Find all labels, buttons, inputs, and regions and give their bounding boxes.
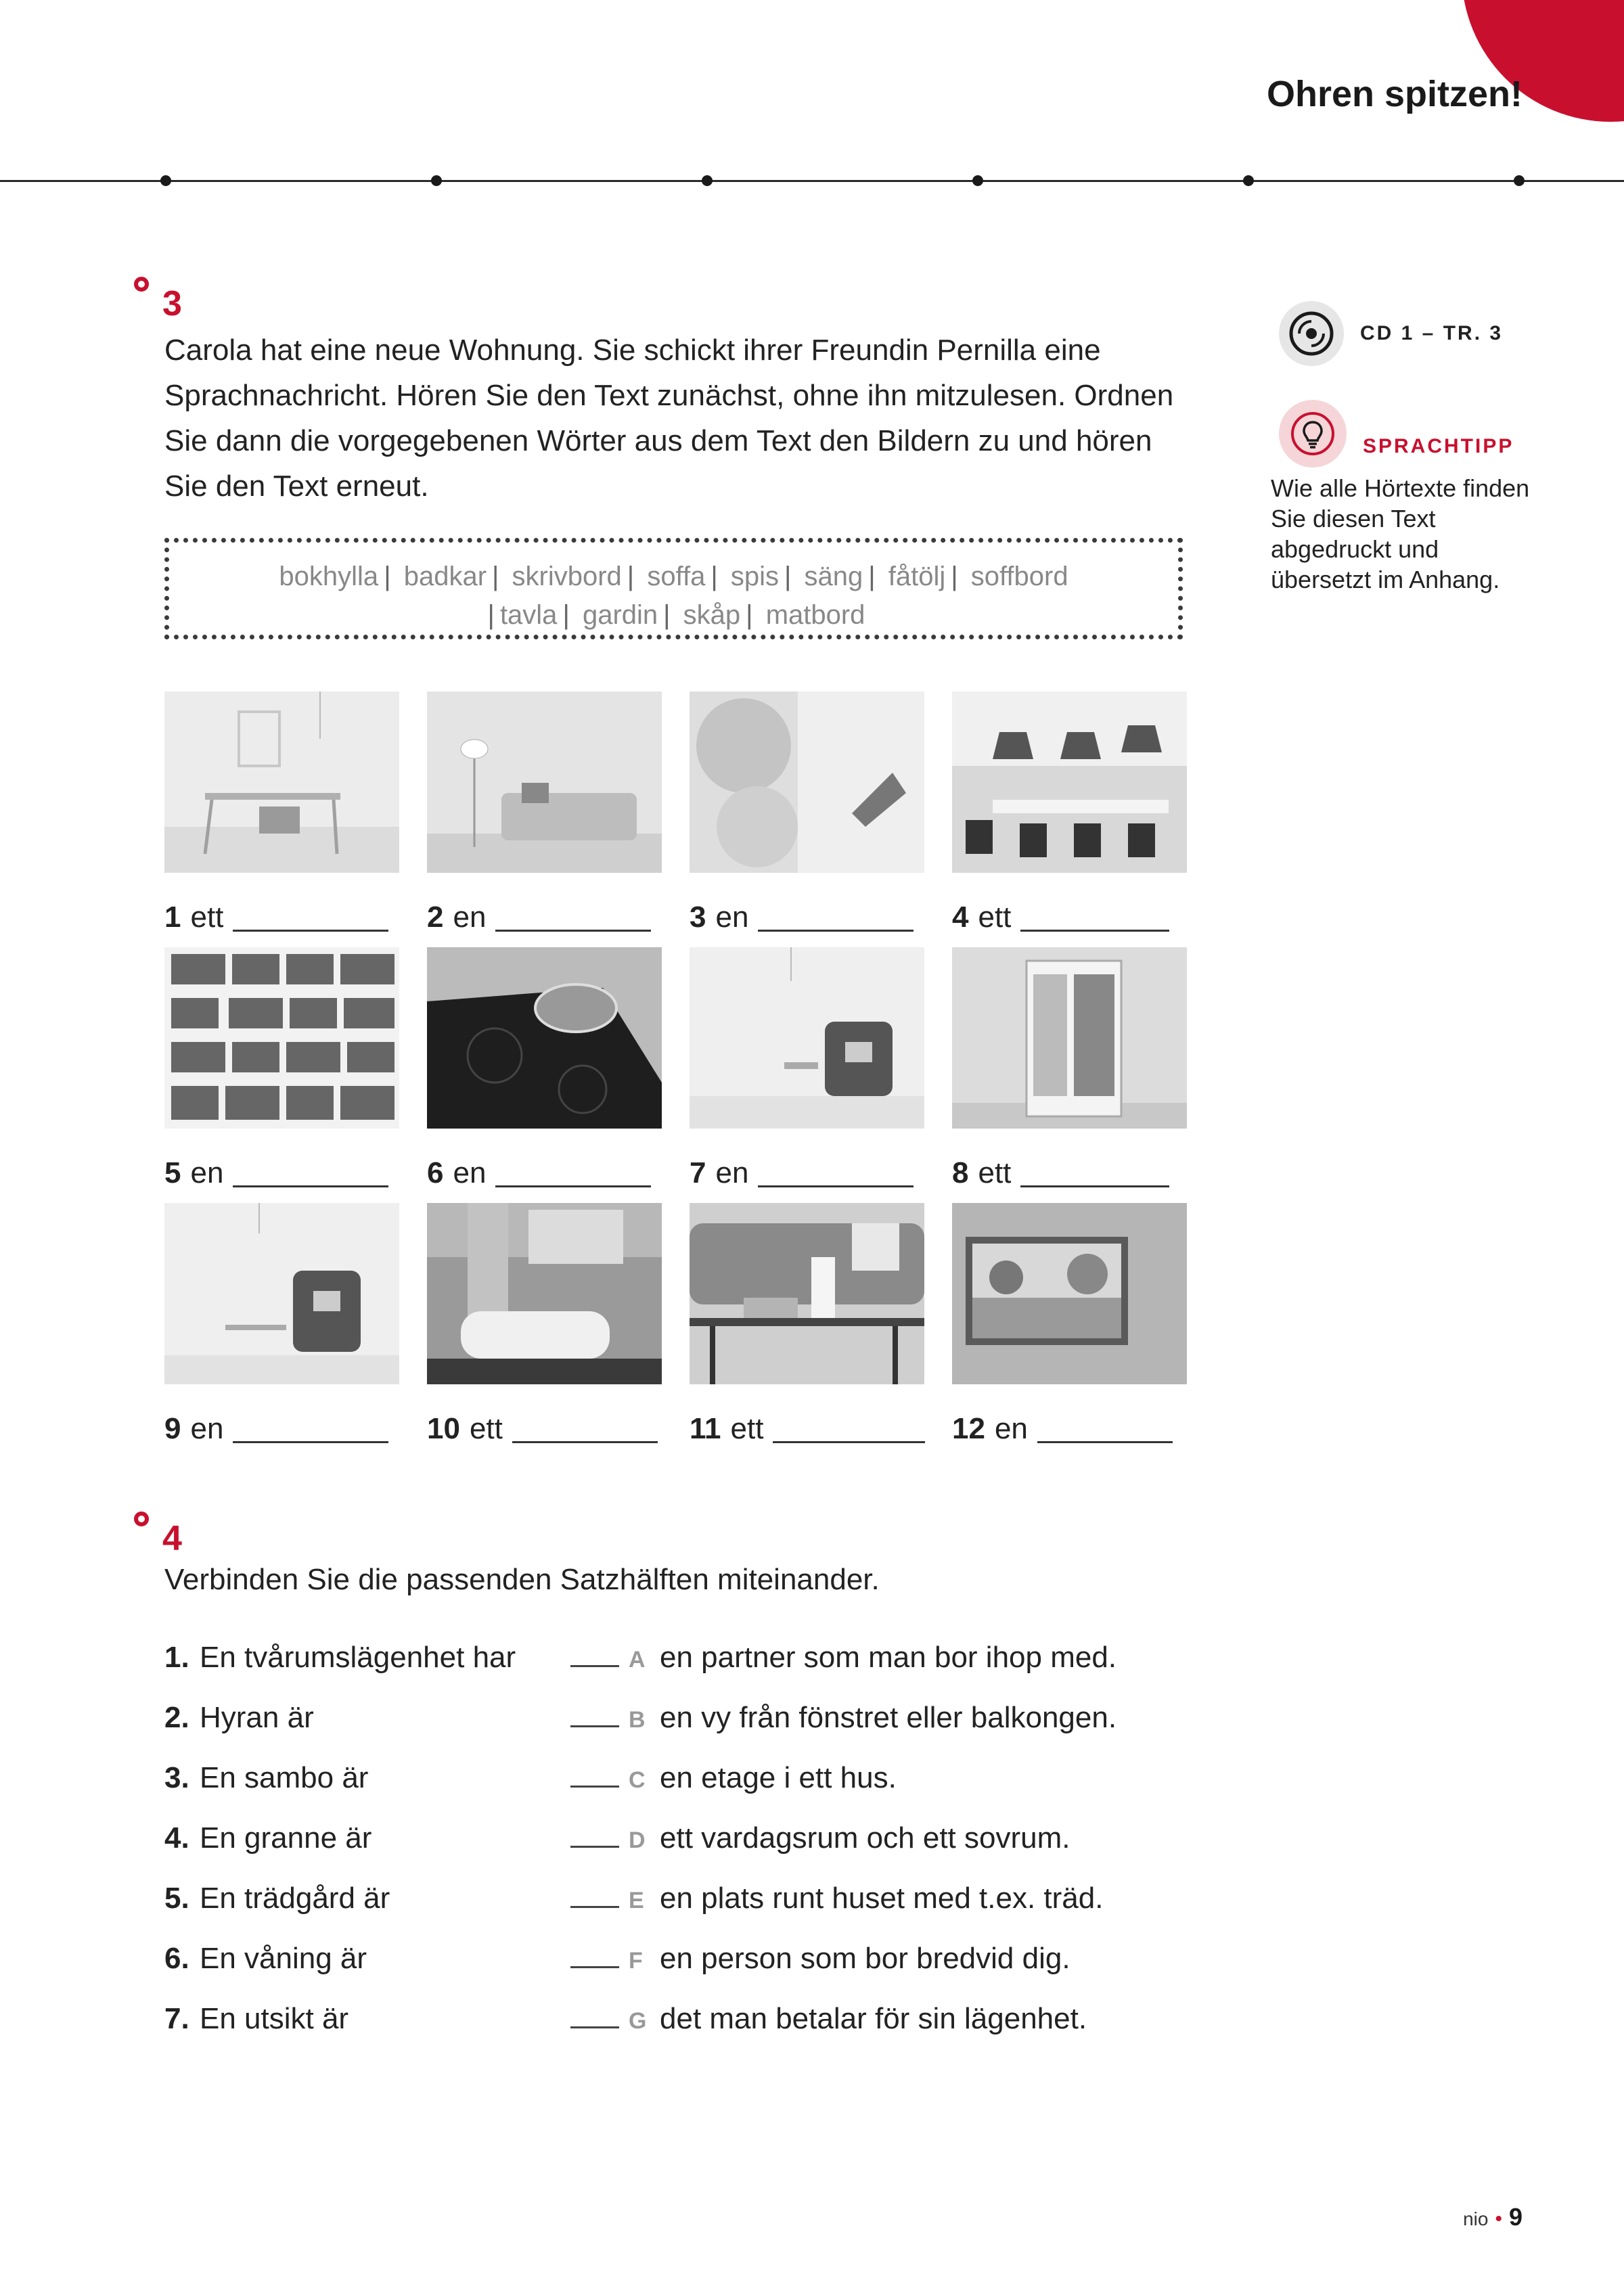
answer-blank[interactable] bbox=[758, 930, 914, 932]
word-bank-item: soffbord bbox=[970, 562, 1068, 591]
exercise-bullet-icon bbox=[134, 1512, 149, 1526]
sentence-start-1: 1. En tvårumslägenhet har bbox=[164, 1641, 516, 1674]
stove-photo bbox=[427, 947, 662, 1129]
answer-row-9: 9 en bbox=[164, 1412, 388, 1446]
sentence-end-c: C en etage i ett hus. bbox=[570, 1761, 897, 1795]
word-bank-item: tavla bbox=[499, 600, 558, 630]
sentence-end-a: A en partner som man bor ihop med. bbox=[570, 1641, 1116, 1675]
sentence-end-f: F en person som bor bredvid dig. bbox=[570, 1942, 1070, 1976]
page-number: 9 bbox=[1508, 2203, 1522, 2231]
cd-track-info bbox=[1279, 301, 1563, 366]
answer-blank[interactable] bbox=[773, 1441, 925, 1443]
match-blank[interactable] bbox=[570, 1786, 619, 1788]
answer-row-11: 11 ett bbox=[690, 1412, 925, 1446]
word-bank: bokhylla | badkar | skrivbord | soffa | spis | säng | fåtölj | soffbord | tavla | gardin | skåp | matbord bbox=[164, 538, 1183, 639]
armchair-photo bbox=[164, 1203, 399, 1384]
word-bank-item: gardin bbox=[582, 600, 658, 630]
match-blank[interactable] bbox=[570, 1906, 619, 1908]
answer-row-3: 3 en bbox=[690, 901, 914, 934]
header-rule bbox=[0, 180, 1624, 182]
desk-photo bbox=[164, 691, 399, 873]
exercise-3-instructions: Carola hat eine neue Wohnung. Sie schickt ihrer Freundin Pernilla eine Sprachnachricht. Hören Sie den Text zunächst, ohne ihn mitzulesen. Ordnen Sie dann die vorgegebenen Wörter aus dem Text den Bildern zu und hören Sie den Text erneut. bbox=[164, 334, 1174, 503]
sentence-end-b: B en vy från fönstret eller balkongen. bbox=[570, 1701, 1116, 1735]
answer-row-10: 10 ett bbox=[427, 1412, 658, 1446]
language-tip-header bbox=[1279, 400, 1563, 468]
answer-row-1: 1 ett bbox=[164, 901, 388, 934]
cd-audio-icon[interactable] bbox=[1279, 301, 1344, 366]
exercise-number: 3 bbox=[162, 284, 182, 323]
match-blank[interactable] bbox=[570, 1665, 619, 1667]
answer-blank[interactable] bbox=[495, 1185, 651, 1187]
match-blank[interactable] bbox=[570, 1846, 619, 1848]
exercise-4-marker bbox=[134, 1509, 182, 1556]
word-bank-item: spis bbox=[730, 562, 779, 591]
word-bank-item: badkar bbox=[403, 562, 487, 591]
word-bank-item: matbord bbox=[765, 600, 865, 630]
word-bank-item: fåtölj bbox=[888, 562, 946, 591]
exercise-number: 4 bbox=[162, 1519, 182, 1558]
sentence-start-7: 7. En utsikt är bbox=[164, 2002, 349, 2035]
word-bank-item: säng bbox=[804, 562, 863, 591]
rule-dot bbox=[1514, 175, 1525, 186]
answer-blank[interactable] bbox=[233, 930, 388, 932]
word-bank-item: bokhylla bbox=[279, 562, 379, 591]
cd-track-label: CD 1 – TR. 3 bbox=[1360, 322, 1504, 344]
sentence-start-5: 5. En trädgård är bbox=[164, 1882, 390, 1915]
answer-blank[interactable] bbox=[512, 1441, 658, 1443]
rule-dot bbox=[160, 175, 171, 186]
answer-blank[interactable] bbox=[233, 1185, 388, 1187]
section-title: Ohren spitzen! bbox=[1266, 74, 1522, 114]
wardrobe-photo bbox=[952, 947, 1187, 1129]
word-bank-item: skåp bbox=[683, 600, 741, 630]
page-footer bbox=[1463, 2203, 1522, 2231]
answer-blank[interactable] bbox=[495, 930, 651, 932]
living-room-photo bbox=[427, 691, 662, 873]
match-blank[interactable] bbox=[570, 1725, 619, 1727]
sentence-start-3: 3. En sambo är bbox=[164, 1761, 369, 1794]
answer-blank[interactable] bbox=[233, 1441, 388, 1443]
exercise-3-marker bbox=[134, 274, 182, 321]
match-blank[interactable] bbox=[570, 2026, 619, 2028]
sentence-end-e: E en plats runt huset med t.ex. träd. bbox=[570, 1882, 1103, 1915]
bullet-dot-icon: • bbox=[1495, 2208, 1502, 2230]
answer-row-5: 5 en bbox=[164, 1156, 388, 1190]
rule-dot bbox=[702, 175, 713, 186]
answer-row-6: 6 en bbox=[427, 1156, 651, 1190]
language-tip-label: SPRACHTIPP bbox=[1363, 435, 1514, 457]
exercise-bullet-icon bbox=[134, 277, 149, 292]
word-bank-item: soffa bbox=[647, 562, 706, 591]
answer-row-12: 12 en bbox=[952, 1412, 1173, 1446]
answer-blank[interactable] bbox=[1020, 930, 1169, 932]
bookshelf-photo bbox=[164, 947, 399, 1129]
bathtub-photo bbox=[427, 1203, 662, 1384]
rule-dot bbox=[1243, 175, 1254, 186]
sentence-end-g: G det man betalar för sin lägenhet. bbox=[570, 2002, 1087, 2036]
sentence-end-d: D ett vardagsrum och ett sovrum. bbox=[570, 1821, 1070, 1855]
answer-row-7: 7 en bbox=[690, 1156, 914, 1190]
answer-row-8: 8 ett bbox=[952, 1156, 1169, 1190]
word-bank-item: skrivbord bbox=[512, 562, 622, 591]
sentence-start-4: 4. En granne är bbox=[164, 1821, 372, 1855]
painting-photo bbox=[952, 1203, 1187, 1384]
dining-table-photo bbox=[952, 691, 1187, 873]
lightbulb-icon bbox=[1279, 400, 1347, 468]
coffee-table-photo bbox=[690, 1203, 924, 1384]
sidebar bbox=[1271, 301, 1563, 595]
answer-row-4: 4 ett bbox=[952, 901, 1169, 934]
language-tip-text: Wie alle Hörtexte finden Sie diesen Text abgedruckt und übersetzt im Anhang. bbox=[1271, 474, 1530, 593]
answer-blank[interactable] bbox=[1020, 1185, 1169, 1187]
answer-blank[interactable] bbox=[758, 1185, 914, 1187]
rule-dot bbox=[972, 175, 983, 186]
curtain-photo bbox=[690, 691, 924, 873]
page-number-word: nio bbox=[1463, 2208, 1489, 2229]
sentence-start-2: 2. Hyran är bbox=[164, 1701, 314, 1734]
sentence-start-6: 6. En våning är bbox=[164, 1942, 367, 1975]
match-blank[interactable] bbox=[570, 1966, 619, 1968]
armchair-photo bbox=[690, 947, 924, 1129]
rule-dot bbox=[431, 175, 442, 186]
answer-blank[interactable] bbox=[1037, 1441, 1173, 1443]
exercise-4-instructions: Verbinden Sie die passenden Satzhälften miteinander. bbox=[164, 1563, 880, 1596]
answer-row-2: 2 en bbox=[427, 901, 651, 934]
